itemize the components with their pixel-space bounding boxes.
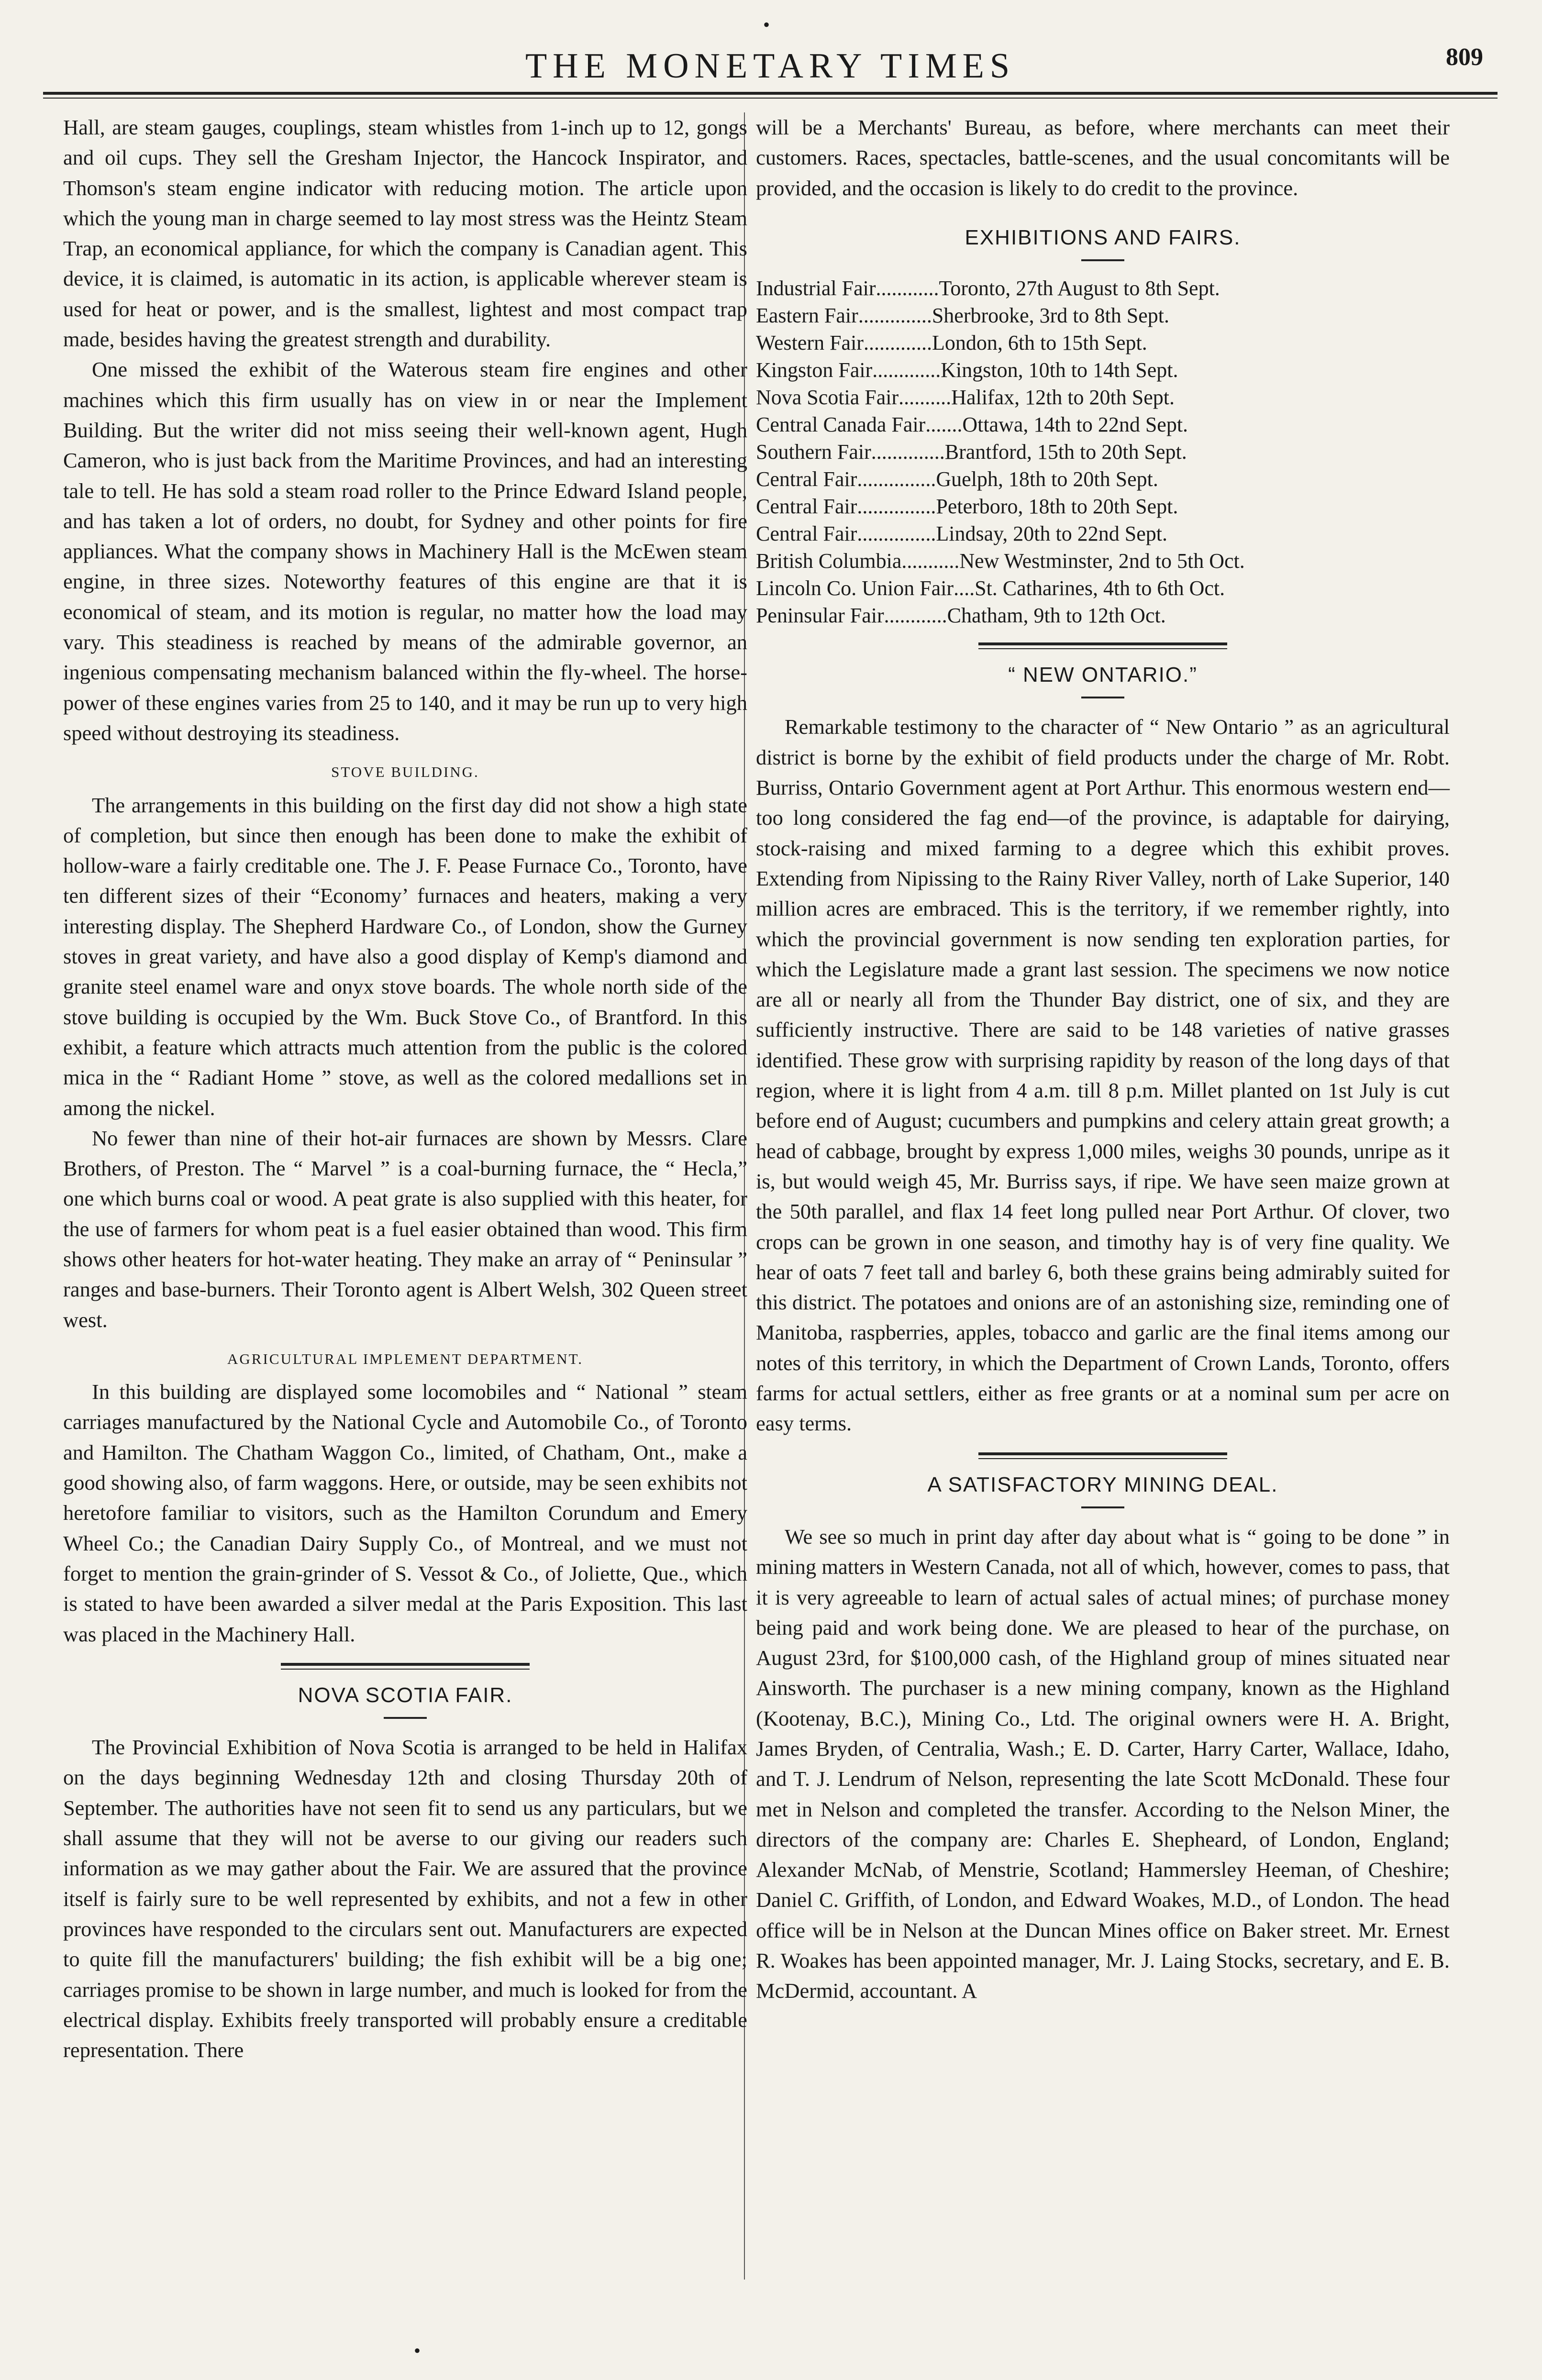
list-item: Central Fair ............... Guelph, 18th to 20th Sept. xyxy=(756,467,1158,491)
right-column xyxy=(756,112,1450,2265)
masthead-rule xyxy=(43,92,1498,95)
page-number: 809 xyxy=(1446,44,1483,71)
article-paragraph: will be a Merchants' Bureau, as before, where merchants can meet their customers. Races, spectacles, battle-scenes, and the usual concomitants will be provided, and the occasion is likely to do credit to the province. xyxy=(756,115,1450,200)
article-paragraph: No fewer than nine of their hot-air furnaces are shown by Messrs. Clare Brothers, of Preston. The “ Marvel ” is a coal-burning furnace, the “ Hecla,” one which burns coal or wood. A peat grate is also supplied with this heater, for the use of farmers for whom peat is a fuel easier obtained than wood. This firm shows other heaters for hot-water heating. They make an array of “ Peninsular ” ranges and base-burners. Their Toronto agent is Albert Welsh, 302 Queen street west. xyxy=(63,1126,747,1332)
headline-rule xyxy=(1081,259,1124,261)
headline-rule xyxy=(384,1717,427,1719)
list-item: Peninsular Fair ............ Chatham, 9th to 12th Oct. xyxy=(756,604,1166,628)
list-item: Nova Scotia Fair .......... Halifax, 12th to 20th Sept. xyxy=(756,386,1175,410)
fairs-list xyxy=(756,275,1450,629)
article-paragraph: The arrangements in this building on the first day did not show a high state of completion, but since then enough has been done to make the exhibit of hollow-ware a fairly creditable one. The J. F. Pease Furnace Co., Toronto, have ten different sizes of their “Economy’ furnaces and heaters, making a very interesting display. The Shepherd Hardware Co., of London, show the Gurney stoves in great variety, and have also a good display of Kemp's diamond and granite steel enamel ware and onyx stove boards. The whole north side of the stove building is occupied by the Wm. Buck Stove Co., of Brantford. In this exhibit, a feature which attracts much attention from the public is the colored mica in the “ Radiant Home ” stove, as well as the colored medallions set in among the nickel. xyxy=(63,793,747,1120)
article-headline: NOVA SCOTIA FAIR. xyxy=(298,1683,513,1707)
left-column xyxy=(63,112,747,2256)
article-paragraph: We see so much in print day after day about what is “ going to be done ” in mining matters in Western Canada, not all of which, however, comes to pass, that it is very agreeable to learn of actual sales of actual mines; of purchase money being paid and work being done. We are pleased to hear of the purchase, on August 23rd, for $100,000 cash, of the Highland group of mines situated near Ainsworth. The purchaser is a new mining company, known as the Highland (Kootenay, B.C.), Mining Co., Ltd. The original owners were H. A. Bright, James Bryden, of Centralia, Wash.; E. D. Carter, Harry Carter, Wallace, Idaho, and T. J. Lendrum of Nelson, representing the late Scott McDonald. These four met in Nelson and completed the transfer. According to the Nelson Miner, the directors of the company are: Charles E. Shepheard, of London, England; Alexander McNab, of Menstrie, Scotland; Hammersley Heeman, of Cheshire; Daniel C. Griffith, of London, and Edward Woakes, M.D., of London. The head office will be in Nelson at the Duncan Mines office on Baker street. Mr. Ernest R. Woakes has been appointed manager, Mr. J. Laing Stocks, secretary, and E. B. McDermid, accountant. A xyxy=(756,1524,1450,2003)
article-paragraph: In this building are displayed some locomobiles and “ National ” steam carriages manufactured by the National Cycle and Automobile Co., of Toronto and Hamilton. The Chatham Waggon Co., limited, of Chatham, Ont., make a good showing also, of farm waggons. Here, or outside, may be seen exhibits not heretofore familiar to visitors, such as the Hamilton Corundum and Emery Wheel Co.; the Canadian Dairy Supply Co., of Montreal, and we must not forget to mention the grain-grinder of S. Vessot & Co., of Joliette, Que., which is stated to have been awarded a silver medal at the Paris Exposition. This last was placed in the Machinery Hall. xyxy=(63,1380,747,1646)
list-item: Industrial Fair ............ Toronto, 27th August to 8th Sept. xyxy=(756,277,1220,300)
list-item: Southern Fair .............. Brantford, 15th to 20th Sept. xyxy=(756,440,1187,464)
masthead-rule-thin xyxy=(43,98,1498,99)
list-item: Western Fair ............. London, 6th to 15th Sept. xyxy=(756,331,1147,355)
list-item: Lincoln Co. Union Fair .... St. Catharines, 4th to 6th Oct. xyxy=(756,576,1225,600)
section-rule xyxy=(978,1452,1227,1459)
section-rule xyxy=(281,1663,530,1670)
section-subheading: STOVE BUILDING. xyxy=(331,764,479,781)
article-paragraph: One missed the exhibit of the Waterous steam fire engines and other machines which this firm usually has on view in or near the Implement Building. But the writer did not miss seeing their well-known agent, Hugh Cameron, who is just back from the Maritime Provinces, and had an interesting tale to tell. He has sold a steam road roller to the Prince Edward Island people, and has taken a lot of orders, no doubt, for Sydney and other points for fire appliances. What the company shows in Machinery Hall is the McEwen steam engine, in three sizes. Noteworthy features of this engine are that it is economical of steam, and its motion is regular, no matter how the load may vary. This steadiness is reached by means of the admirable governor, an ingenious compensating mechanism balanced within the fly-wheel. The horse-power of these engines varies from 25 to 140, and it may be run up to very high speed without destroying its steadiness. xyxy=(63,357,747,745)
section-subheading: AGRICULTURAL IMPLEMENT DEPARTMENT. xyxy=(227,1350,583,1367)
article-paragraph: Remarkable testimony to the character of “ New Ontario ” as an agricultural district is borne by the exhibit of field products under the charge of Mr. Robt. Burriss, Ontario Government agent at Port Arthur. This enormous western end—too long considered the fag end—of the province, is adaptable for dairying, stock-raising and mixed farming to a degree which this exhibit proves. Extending from Nipissing to the Rainy River Valley, north of Lake Superior, 140 million acres are embraced. This is the territory, if we remember rightly, into which the provincial government is now sending ten exploration parties, for which the Legislature made a grant last session. The specimens we now notice are all or nearly all from the Thunder Bay district, one of six, and they are sufficiently instructive. There are said to be 148 varieties of native grasses identified. These grow with surprising rapidity by reason of the long days of that region, where it is light from 4 a.m. till 8 p.m. Millet planted on 1st July is cut before end of August; cucumbers and pumpkins and celery attain great growth; a head of cabbage, brought by express 1,000 miles, weighs 30 pounds, unripe as it is, but would weigh 45, Mr. Burriss says, if ripe. We have seen maize grown at the 50th parallel, and flax 14 feet long pulled near Port Arthur. Of clover, two crops can be grown in one season, and timothy hay is of very fine quality. We hear of oats 7 feet tall and barley 6, both these grains being admirably suited for this district. The potatoes and onions are of an astonishing size, reminding one of Manitoba, raspberries, apples, tobacco and garlic are the final items among our notes of this territory, in which the Department of Crown Lands, Toronto, offers farms for actual settlers, either as free grants or at a nominal sum per acre on easy terms. xyxy=(756,715,1450,1436)
article-headline: A SATISFACTORY MINING DEAL. xyxy=(927,1472,1278,1496)
publication-title: THE MONETARY TIMES xyxy=(525,46,1016,86)
print-mark-top: • xyxy=(763,14,770,35)
list-item: Central Fair ............... Lindsay, 20th to 22nd Sept. xyxy=(756,522,1167,546)
article-headline: “ NEW ONTARIO.” xyxy=(1008,663,1198,687)
masthead xyxy=(43,43,1498,96)
list-item: Central Canada Fair ....... Ottawa, 14th to 22nd Sept. xyxy=(756,413,1188,437)
article-paragraph: The Provincial Exhibition of Nova Scotia is arranged to be held in Halifax on the days beginning Wednesday 12th and closing Thursday 20th of September. The authorities have not seen fit to send us any particulars, but we shall assume that they will not be averse to our giving our readers such information as we may gather about the Fair. We are assured that the province itself is fairly sure to be well represented by exhibits, and not a few in other provinces have responded to the circulars sent out. Manufacturers are expected to quite fill the manufacturers' building; the fish exhibit will be a big one; carriages promise to be shown in large number, and much is looked for from the electrical display. Exhibits freely transported will probably ensure a creditable representation. There xyxy=(63,1735,747,2062)
headline-rule xyxy=(1081,1506,1124,1508)
print-mark-bottom: • xyxy=(414,2340,421,2361)
list-item: Central Fair ............... Peterboro, 18th to 20th Sept. xyxy=(756,495,1178,519)
headline-rule xyxy=(1081,697,1124,698)
article-headline: EXHIBITIONS AND FAIRS. xyxy=(965,225,1241,249)
section-rule xyxy=(978,642,1227,649)
list-item: British Columbia ........... New Westminster, 2nd to 5th Oct. xyxy=(756,549,1245,573)
article-paragraph: Hall, are steam gauges, couplings, steam whistles from 1-inch up to 12, gongs and oil cups. They sell the Gresham Injector, the Hancock Inspirator, and Thomson's steam engine indicator with reducing motion. The article upon which the young man in charge seemed to lay most stress was the Heintz Steam Trap, an economical appliance, for which the company is Canadian agent. This device, it is claimed, is automatic in its action, is applicable wherever steam is used for heat or power, and is the smallest, lightest and most compact trap made, besides having the greatest strength and durability. xyxy=(63,115,747,352)
list-item: Kingston Fair ............. Kingston, 10th to 14th Sept. xyxy=(756,358,1178,382)
list-item: Eastern Fair .............. Sherbrooke, 3rd to 8th Sept. xyxy=(756,304,1169,328)
